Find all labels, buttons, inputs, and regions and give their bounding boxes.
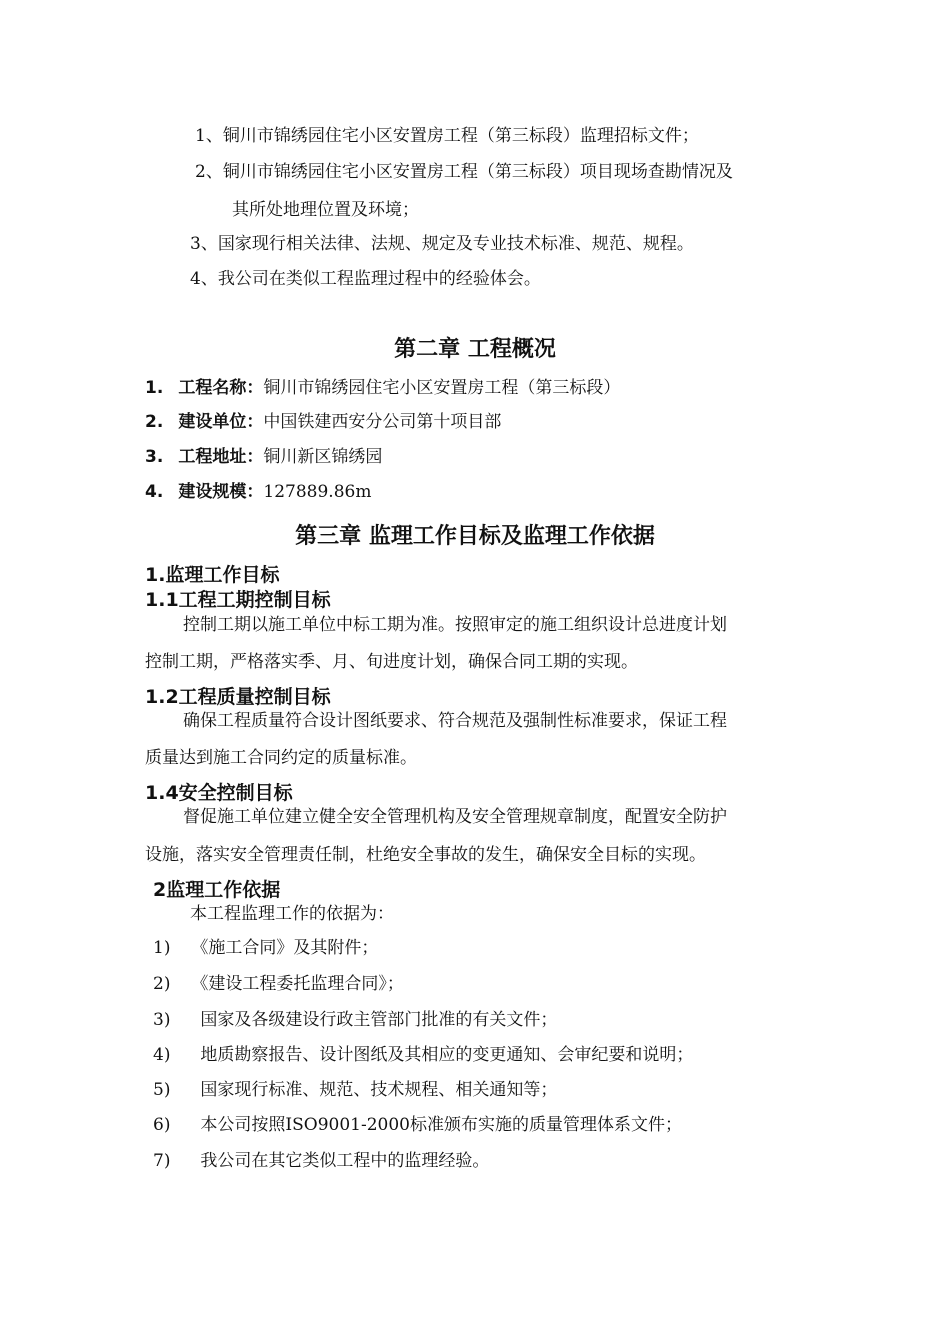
basis-item-1: 1、铜川市锦绣园住宅小区安置房工程（第三标段）监理招标文件； (195, 126, 699, 146)
section-2-intro: 本工程监理工作的依据为： (190, 904, 394, 924)
section-1-2-heading: 1.2工程质量控制目标 (145, 686, 331, 708)
overview-item-value: 铜川市锦绣园住宅小区安置房工程（第三标段） (263, 378, 621, 398)
section-1-1-para-line2: 控制工期，严格落实季、月、旬进度计划，确保合同工期的实现。 (145, 652, 638, 672)
basis-item-4: 4、我公司在类似工程监理过程中的经验体会。 (190, 269, 541, 289)
chapter3-title: 第三章 监理工作目标及监理工作依据 (295, 524, 655, 549)
basis-doc-number: 6) (153, 1115, 171, 1135)
section-1-1-para-line1: 控制工期以施工单位中标工期为准。按照审定的施工组织设计总进度计划 (183, 615, 727, 635)
overview-item-2 (145, 411, 501, 433)
basis-doc-number: 7) (153, 1151, 171, 1171)
overview-item-value: 中国铁建西安分公司第十项目部 (263, 412, 502, 432)
basis-doc-text: 本公司按照ISO9001-2000标准颁布实施的质量管理体系文件； (200, 1115, 682, 1135)
basis-doc-text: 《施工合同》及其附件； (191, 938, 379, 958)
basis-doc-number: 5) (153, 1080, 171, 1100)
overview-item-value: 铜川新区锦绣园 (263, 447, 383, 467)
basis-item-2: 2、铜川市锦绣园住宅小区安置房工程（第三标段）项目现场查勘情况及 (195, 162, 733, 182)
overview-item-1 (145, 377, 620, 399)
overview-item-label: 建设规模： (178, 482, 264, 502)
basis-doc-text: 我公司在其它类似工程中的监理经验。 (200, 1151, 490, 1171)
section-1-4-heading: 1.4安全控制目标 (145, 782, 293, 804)
section-1-heading: 1.监理工作目标 (145, 564, 280, 586)
overview-item-number: 4. (145, 482, 164, 502)
overview-item-label: 建设单位： (178, 412, 264, 432)
basis-doc-number: 2) (153, 974, 171, 994)
basis-doc-item-6 (153, 1114, 682, 1136)
section-1-4-para-line1: 督促施工单位建立健全安全管理机构及安全管理规章制度，配置安全防护 (183, 807, 727, 827)
overview-item-4 (145, 481, 371, 503)
overview-item-3 (145, 446, 382, 468)
section-1-4-para-line2: 设施，落实安全管理责任制，杜绝安全事故的发生，确保安全目标的实现。 (145, 845, 706, 865)
section-1-2-para-line2: 质量达到施工合同约定的质量标准。 (145, 748, 417, 768)
basis-doc-item-2 (153, 973, 404, 995)
basis-doc-item-4 (153, 1044, 693, 1066)
basis-doc-number: 1) (153, 938, 171, 958)
basis-item-2-cont: 其所处地理位置及环境； (232, 200, 419, 220)
chapter2-title: 第二章 工程概况 (394, 337, 556, 362)
basis-doc-item-7 (153, 1150, 489, 1172)
basis-doc-number: 4) (153, 1045, 171, 1065)
basis-doc-text: 国家及各级建设行政主管部门批准的有关文件； (200, 1010, 558, 1030)
overview-item-number: 1. (145, 378, 164, 398)
overview-item-number: 2. (145, 412, 164, 432)
section-2-heading: 2监理工作依据 (153, 879, 281, 901)
overview-item-number: 3. (145, 447, 164, 467)
basis-doc-text: 地质勘察报告、设计图纸及其相应的变更通知、会审纪要和说明； (200, 1045, 694, 1065)
overview-item-value: 127889.86m (263, 482, 372, 502)
basis-doc-text: 《建设工程委托监理合同》； (191, 974, 404, 994)
basis-doc-number: 3) (153, 1010, 171, 1030)
overview-item-label: 工程名称： (178, 378, 264, 398)
basis-doc-item-5 (153, 1079, 557, 1101)
overview-item-label: 工程地址： (178, 447, 264, 467)
basis-doc-item-3 (153, 1009, 557, 1031)
section-1-2-para-line1: 确保工程质量符合设计图纸要求、符合规范及强制性标准要求，保证工程 (183, 711, 727, 731)
basis-item-3: 3、国家现行相关法律、法规、规定及专业技术标准、规范、规程。 (190, 234, 694, 254)
section-1-1-heading: 1.1工程工期控制目标 (145, 589, 331, 611)
basis-doc-text: 国家现行标准、规范、技术规程、相关通知等； (200, 1080, 558, 1100)
basis-doc-item-1 (153, 937, 378, 959)
